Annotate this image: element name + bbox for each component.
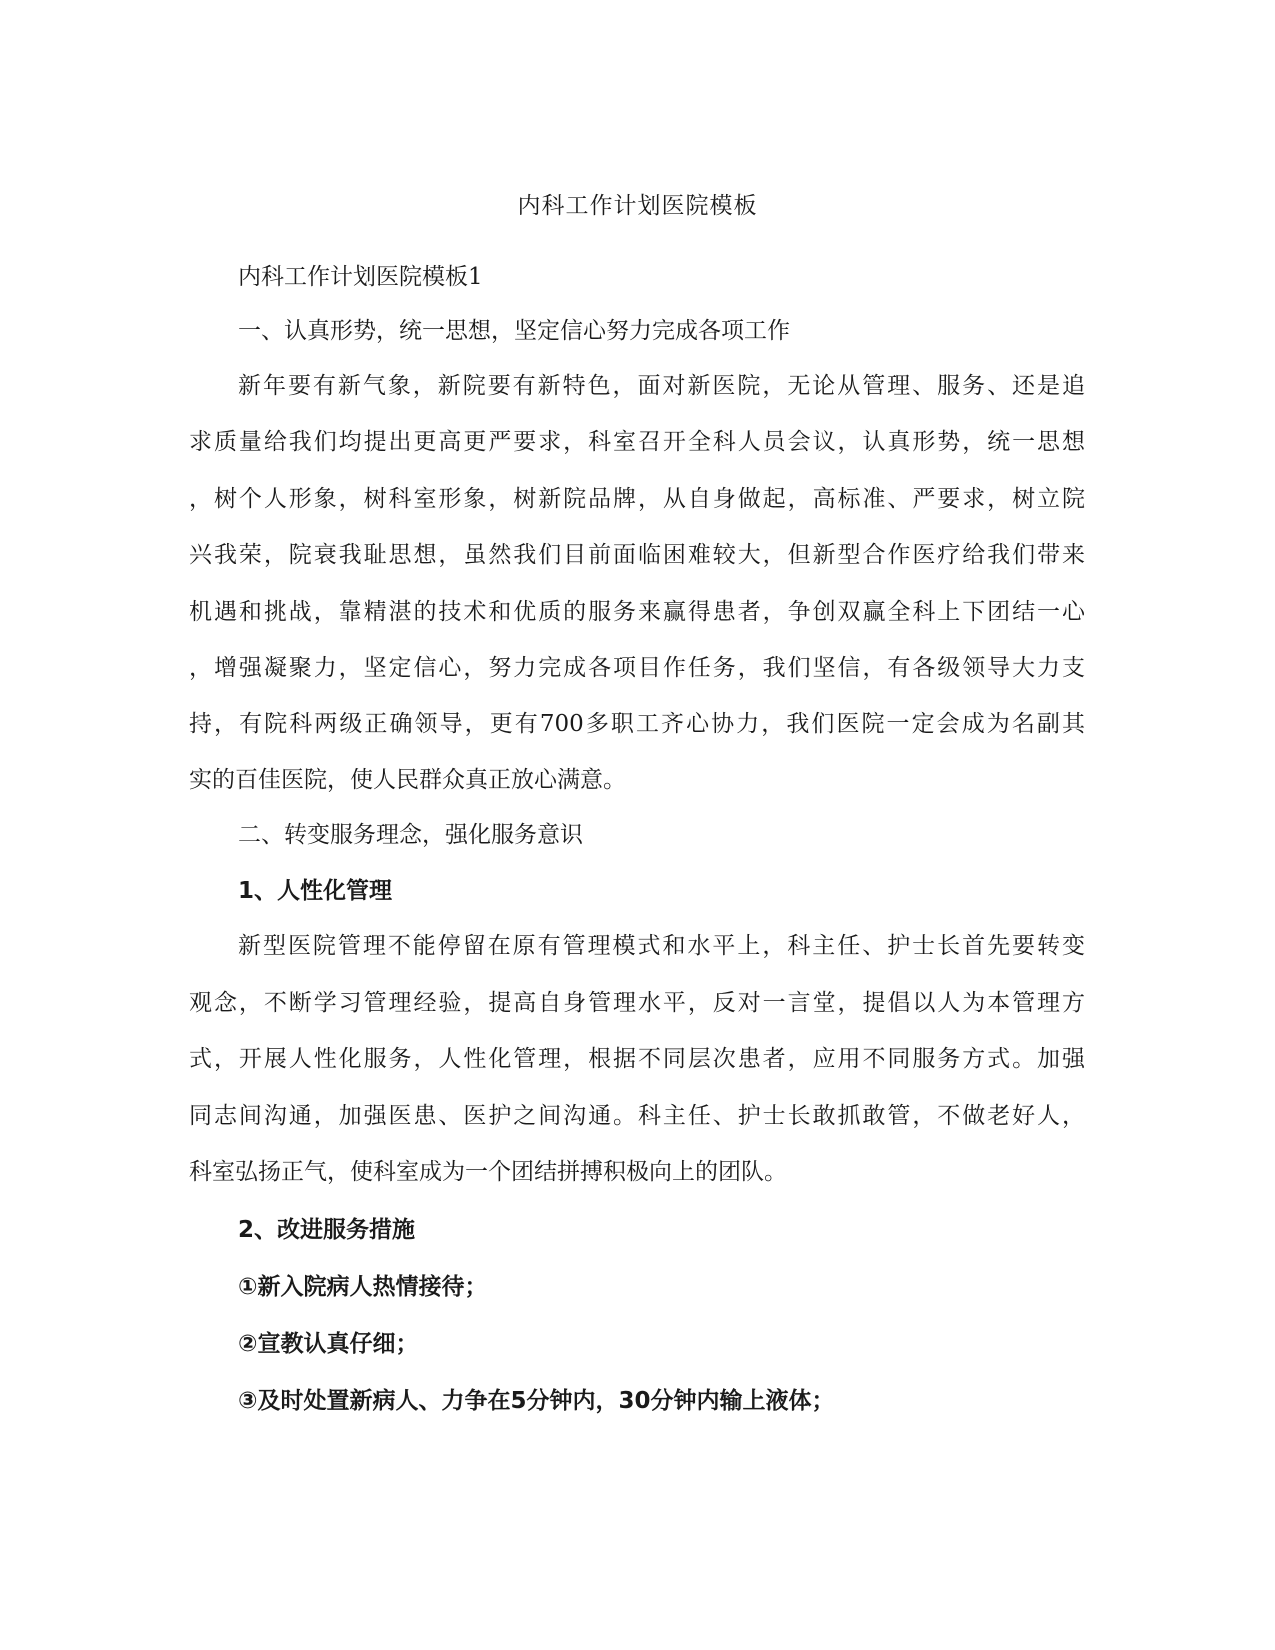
paragraph1-line: ，增强凝聚力，坚定信心，努力完成各项目作任务，我们坚信，有各级领导大力支 [189,655,1085,681]
paragraph1-line: 新年要有新气象，新院要有新特色，面对新医院，无论从管理、服务、还是追 [238,373,1085,399]
paragraph1-line: 实的百佳医院，使人民群众真正放心满意。 [189,767,626,793]
paragraph2-line: 同志间沟通，加强医患、医护之间沟通。科主任、护士长敢抓敢管，不做老好人， [189,1103,1085,1129]
measure-item: ③及时处置新病人、力争在5分钟内，30分钟内输上液体； [238,1388,835,1414]
measure-item: ②宣教认真仔细； [238,1331,419,1357]
paragraph2-line: 观念，不断学习管理经验，提高自身管理水平，反对一言堂，提倡以人为本管理方 [189,990,1085,1016]
document-title: 内科工作计划医院模板 [517,193,758,219]
document-subtitle: 内科工作计划医院模板1 [238,264,483,290]
paragraph1-line: 兴我荣，院衰我耻思想，虽然我们目前面临困难较大，但新型合作医疗给我们带来 [189,542,1085,568]
sub1-heading: 1、人性化管理 [238,878,393,904]
paragraph1-line: 持，有院科两级正确领导，更有700多职工齐心协力，我们医院一定会成为名副其 [189,711,1085,737]
section1-heading: 一、认真形势，统一思想，坚定信心努力完成各项工作 [238,318,790,344]
paragraph2-line: 科室弘扬正气，使科室成为一个团结拼搏积极向上的团队。 [189,1159,787,1185]
measure-item: ①新入院病人热情接待； [238,1274,488,1300]
paragraph2-line: 新型医院管理不能停留在原有管理模式和水平上，科主任、护士长首先要转变 [238,933,1085,959]
paragraph1-line: 求质量给我们均提出更高更严要求，科室召开全科人员会议，认真形势，统一思想 [189,429,1085,455]
section2-heading: 二、转变服务理念，强化服务意识 [238,822,583,848]
sub2-heading: 2、改进服务措施 [238,1217,416,1243]
paragraph2-line: 式，开展人性化服务，人性化管理，根据不同层次患者，应用不同服务方式。加强 [189,1046,1085,1072]
paragraph1-line: 机遇和挑战，靠精湛的技术和优质的服务来赢得患者，争创双赢全科上下团结一心 [189,599,1085,625]
paragraph1-line: ，树个人形象，树科室形象，树新院品牌，从自身做起，高标准、严要求，树立院 [189,486,1085,512]
